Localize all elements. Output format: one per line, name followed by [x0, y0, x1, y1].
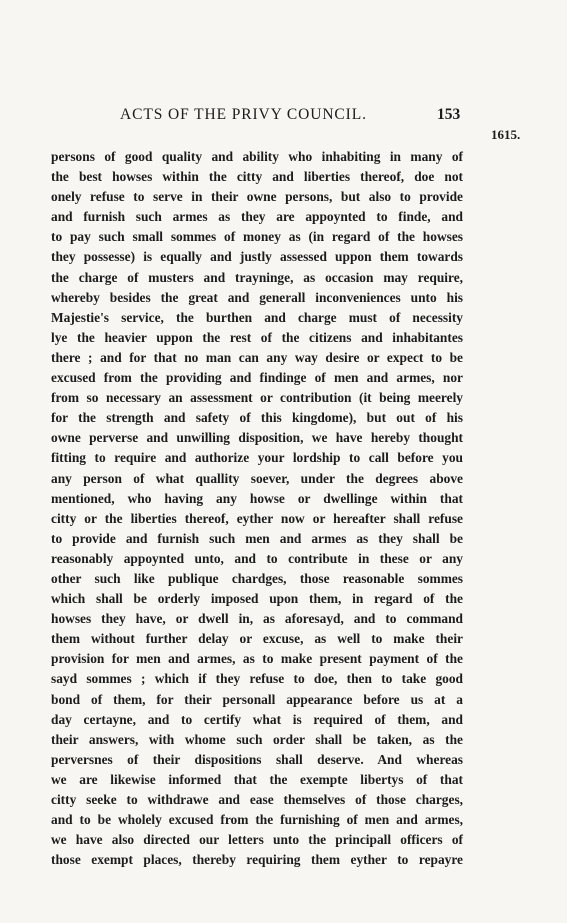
- text-line: there ; and for that no man can any way desire or expect to be: [51, 349, 463, 365]
- text-line: we are likewise informed that the exempte libertys of that: [51, 771, 463, 787]
- text-line: those exempt places, thereby requiring them eyther to repayre: [51, 852, 463, 868]
- text-line: their answers, with whome such order shall be taken, as the: [51, 731, 463, 747]
- text-line: from so necessary an assessment or contribution (it being meerely: [51, 390, 463, 406]
- text-line: citty or the liberties thereof, eyther now or hereafter shall refuse: [51, 510, 463, 526]
- text-line: which shall be orderly imposed upon them, in regard of the: [51, 591, 463, 607]
- text-line: perversnes of their dispositions shall deserve. And whereas: [51, 751, 463, 767]
- page-number: 153: [437, 106, 461, 123]
- text-line: any person of what quallity soever, under the degrees above: [51, 470, 463, 486]
- text-line: day certayne, and to certify what is required of them, and: [51, 711, 463, 727]
- text-line: other such like publique chardges, those reasonable sommes: [51, 570, 463, 586]
- text-line: and to be wholely excused from the furnishing of men and armes,: [51, 812, 463, 828]
- text-line: onely refuse to serve in their owne persons, but also to provide: [51, 189, 463, 205]
- text-line: persons of good quality and ability who inhabiting in many of: [51, 149, 463, 164]
- running-head: ACTS OF THE PRIVY COUNCIL.: [120, 106, 367, 123]
- margin-year: 1615.: [491, 127, 521, 142]
- text-line: lye the heavier uppon the rest of the citizens and inhabitantes: [51, 329, 463, 345]
- text-line: for the strength and safety of this kingdome), but out of his: [51, 410, 463, 426]
- body-text: [51, 147, 463, 870]
- page-header: [0, 106, 567, 128]
- text-line: and furnish such armes as they are appoynted to finde, and: [51, 209, 463, 225]
- text-line: owne perverse and unwilling disposition, we have hereby thought: [51, 430, 463, 446]
- text-line: to pay such small sommes of money as (in regard of the howses: [51, 229, 463, 245]
- text-line: mentioned, who having any howse or dwellinge within that: [51, 490, 463, 506]
- text-line: the charge of musters and trayninge, as occasion may require,: [51, 269, 463, 285]
- text-line: the best howses within the citty and liberties thereof, doe not: [51, 169, 463, 185]
- text-line: sayd sommes ; which if they refuse to doe, then to take good: [51, 671, 463, 687]
- text-line: citty seeke to withdrawe and ease themselves of those charges,: [51, 792, 463, 807]
- text-line: howses they have, or dwell in, as aforesayd, and to command: [51, 611, 463, 627]
- text-line: we have also directed our letters unto the principall officers of: [51, 832, 463, 848]
- text-line: excused from the providing and findinge of men and armes, nor: [51, 370, 463, 386]
- text-line: fitting to require and authorize your lordship to call before you: [51, 450, 463, 466]
- text-line: provision for men and armes, as to make present payment of the: [51, 651, 463, 667]
- text-line: Majestie's service, the burthen and charge must of necessity: [51, 309, 463, 325]
- text-line: they possesse) is equally and justly assessed uppon them towards: [51, 249, 463, 265]
- text-line: to provide and furnish such men and armes as they shall be: [51, 530, 463, 546]
- text-line: reasonably appoynted unto, and to contribute in these or any: [51, 550, 463, 566]
- text-line: them without further delay or excuse, as well to make their: [51, 631, 463, 647]
- text-line: whereby besides the great and generall inconveniences unto his: [51, 289, 463, 305]
- text-line: bond of them, for their personall appearance before us at a: [51, 691, 463, 707]
